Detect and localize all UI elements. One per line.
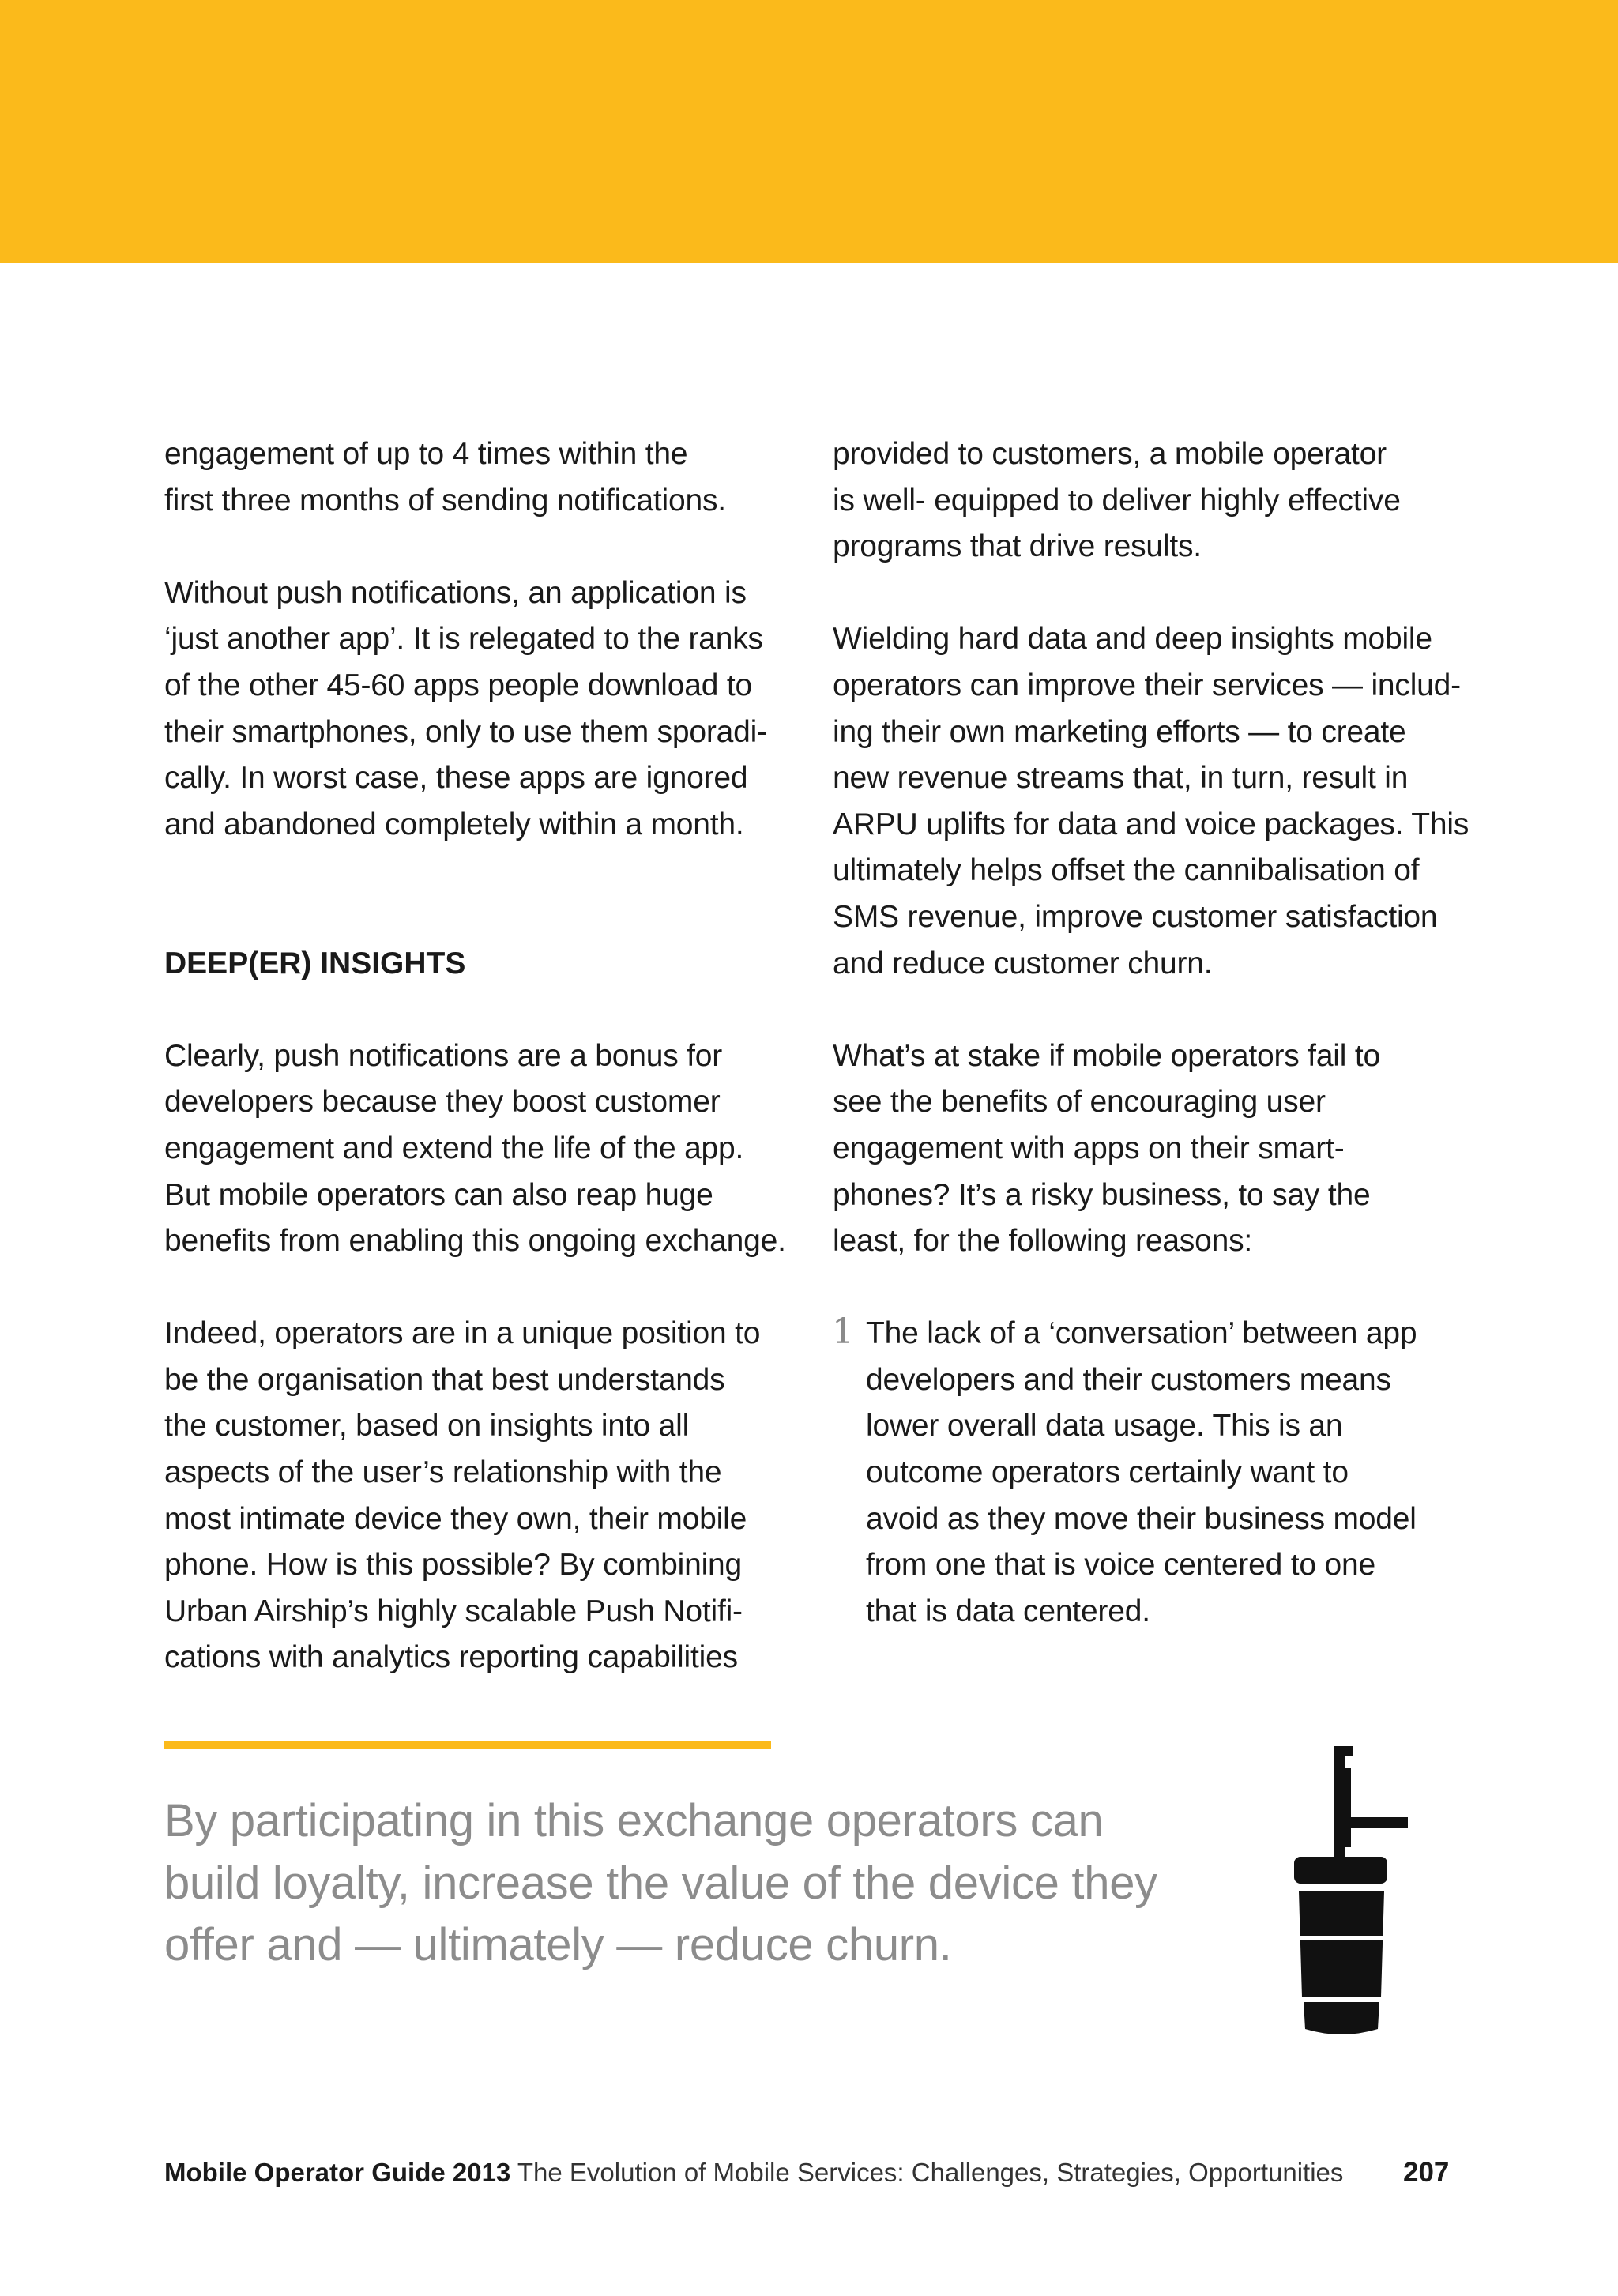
footer-guide-title: Mobile Operator Guide 2013 [164, 2158, 511, 2187]
pull-quote-rule [164, 1741, 771, 1749]
footer-subtitle: The Evolution of Mobile Services: Challenges, Strategies, Opportunities [517, 2158, 1344, 2187]
page-footer [164, 2157, 1343, 2189]
section-heading: DEEP(ER) INSIGHTS [164, 946, 466, 981]
paragraph: Without push notifications, an application is ‘just another app’. It is relegated to the ranks of the other 45-60 apps people download to their smartphones, only to use them sporadi- cally. In worst case, these apps are ignored and abandoned completely within a month. [164, 575, 767, 841]
pull-quote: By participating in this exchange operators can build loyalty, increase the value of the device they offer and — ultimately — reduce churn. [164, 1795, 1157, 1970]
left-column [164, 431, 796, 1728]
paragraph: Wielding hard data and deep insights mobile operators can improve their services — includ- ing their own marketing efforts — to create new revenue streams that, in turn, result in ARPU uplifts for data and voice packages. This ultimately helps offset the cannibalisation of SMS revenue, improve customer satisfaction and reduce customer churn. [833, 622, 1469, 981]
paragraph: provided to customers, a mobile operator is well- equipped to deliver highly effective programs that drive results. [833, 437, 1401, 564]
numbered-list-item: 1 The lack of a ‘conversation’ between app developers and their customers means lower overall data usage. This is an outcome operators certainly want to avoid as they move their business model from one that is voice centered to one that is data centered. [833, 1311, 1465, 1635]
paragraph: Indeed, operators are in a unique position to be the organisation that best understands the customer, based on insights into all aspects of the user’s relationship with the most intimate device they own, their mobile phone. How is this possible? By combining Urban Airship’s highly scalable Push Notifi- cations with analytics reporting capabilities [164, 1316, 761, 1675]
paragraph: engagement of up to 4 times within the first three months of sending notifications. [164, 437, 726, 518]
right-column [832, 431, 1469, 1635]
paragraph: What’s at stake if mobile operators fail to see the benefits of encouraging user engagement with apps on their smart- phones? It’s a risky business, to say the least, for the following reasons: [833, 1038, 1381, 1259]
page-number: 207 [1403, 2157, 1450, 2188]
list-number: 1 [832, 1312, 854, 1353]
paragraph: Clearly, push notifications are a bonus for developers because they boost customer engagement and extend the life of the app. But mobile operators can also reap huge benefits from enabling this ongoing exchange. [164, 1038, 786, 1259]
header-color-band [0, 0, 1618, 263]
butter-churn-icon [1280, 1746, 1438, 2046]
